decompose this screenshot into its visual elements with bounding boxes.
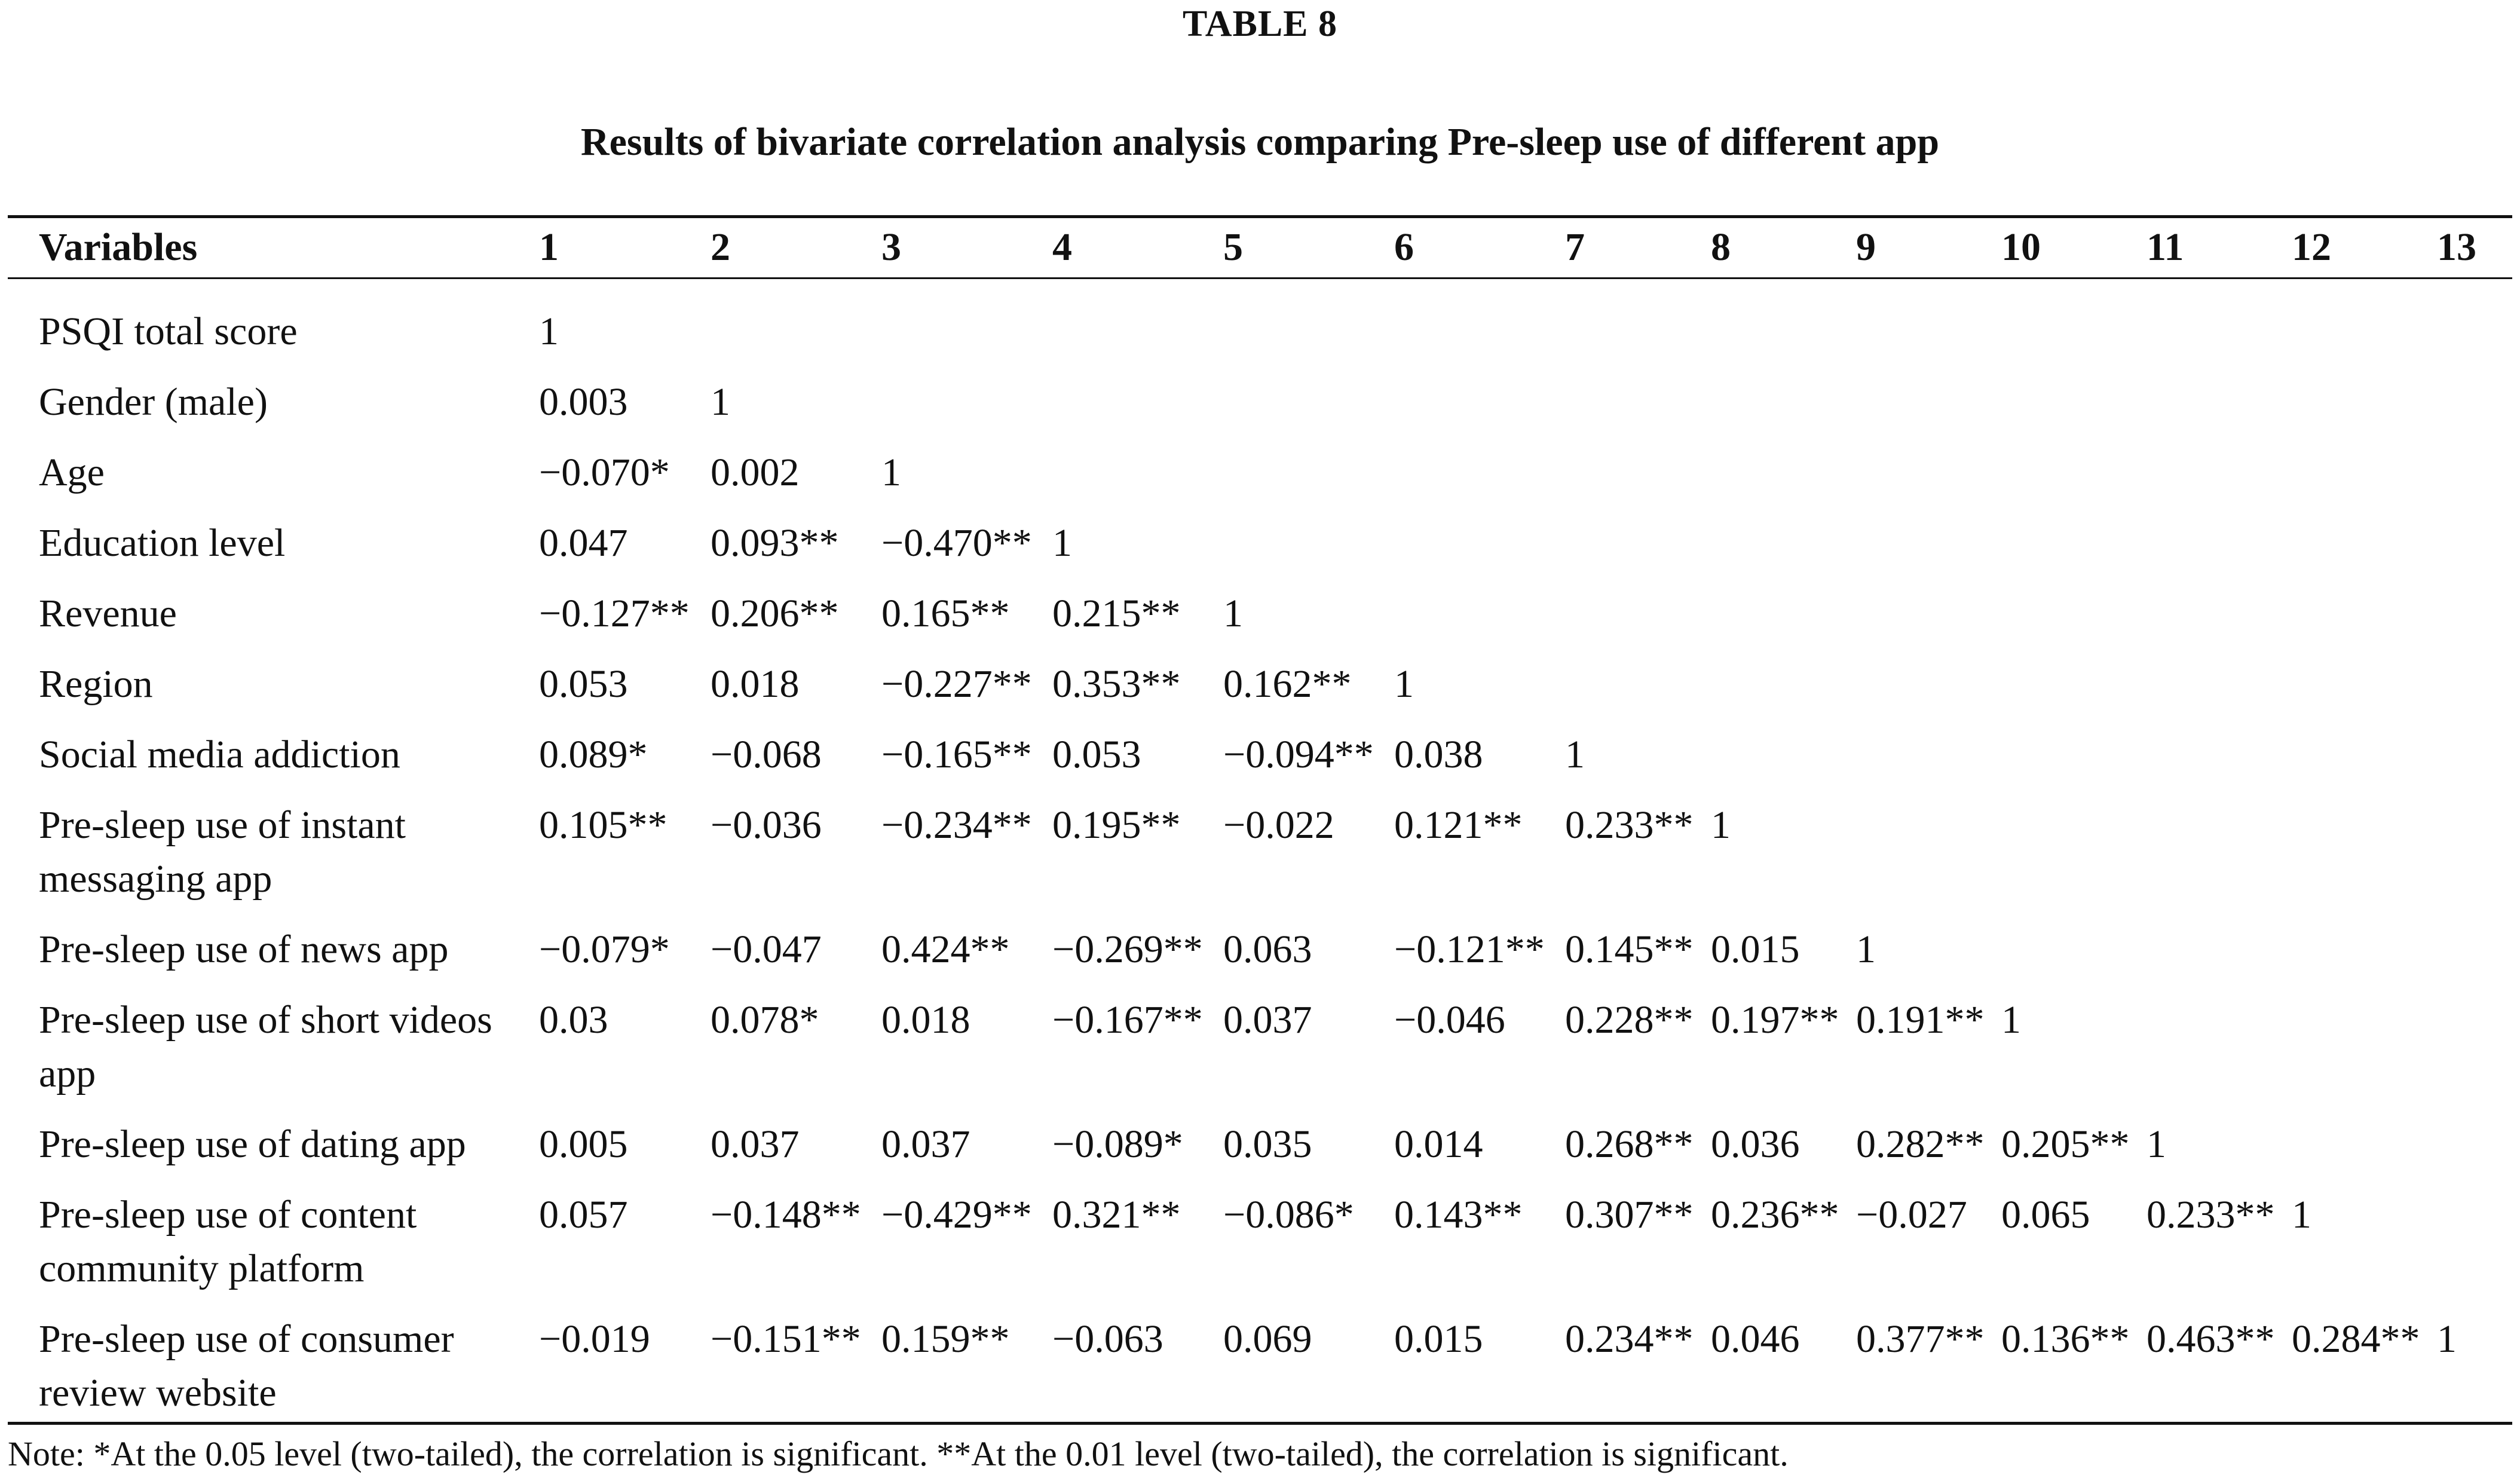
correlation-cell	[2147, 923, 2292, 993]
correlation-cell: 0.321**	[1052, 1193, 1181, 1237]
correlation-cell	[2292, 728, 2437, 798]
correlation-cell	[2147, 728, 2292, 798]
correlation-cell	[1394, 279, 1565, 375]
correlation-cell: −0.063	[1052, 1317, 1163, 1361]
correlation-cell: −0.165**	[881, 733, 1032, 776]
table-row	[8, 516, 2520, 587]
correlation-cell: 0.195**	[1052, 803, 1181, 847]
correlation-cell: −0.022	[1223, 803, 1334, 847]
correlation-cell: −0.027	[1856, 1193, 1967, 1237]
correlation-cell: 0.284**	[2292, 1317, 2420, 1361]
correlation-cell: 1	[2001, 998, 2021, 1042]
variable-label: Gender (male)	[39, 380, 268, 424]
correlation-cell: 0.268**	[1565, 1122, 1694, 1166]
correlation-cell: 0.035	[1223, 1122, 1312, 1166]
correlation-cell: 0.063	[1223, 928, 1312, 971]
correlation-cell	[1565, 279, 1711, 375]
correlation-cell	[2437, 798, 2520, 923]
correlation-cell: 0.03	[539, 998, 608, 1042]
variable-label: Pre-sleep use of short videos app	[39, 998, 492, 1095]
correlation-cell: 0.003	[539, 380, 628, 424]
correlation-cell	[1565, 516, 1711, 587]
table-row	[8, 446, 2520, 516]
correlation-cell: −0.089*	[1052, 1122, 1183, 1166]
correlation-cell	[2147, 279, 2292, 375]
correlation-cell	[2292, 923, 2437, 993]
correlation-cell: 0.069	[1223, 1317, 1312, 1361]
correlation-cell	[1394, 375, 1565, 446]
column-header: 2	[711, 225, 730, 269]
correlation-cell	[2292, 1118, 2437, 1188]
correlation-cell: 0.377**	[1856, 1317, 1985, 1361]
correlation-cell	[1711, 587, 1856, 657]
correlation-cell	[2292, 993, 2437, 1118]
correlation-cell	[2001, 279, 2147, 375]
correlation-cell	[2147, 446, 2292, 516]
correlation-cell	[1223, 516, 1394, 587]
correlation-cell: 0.002	[711, 451, 800, 494]
correlation-cell	[2292, 657, 2437, 728]
correlation-cell: −0.234**	[881, 803, 1032, 847]
table-caption: Results of bivariate correlation analysis comparing Pre-sleep use of different app	[580, 120, 1940, 164]
correlation-cell	[1711, 516, 1856, 587]
correlation-cell	[2292, 798, 2437, 923]
correlation-cell	[1223, 279, 1394, 375]
correlation-cell: 0.205**	[2001, 1122, 2130, 1166]
variable-label: Pre-sleep use of dating app	[39, 1122, 466, 1166]
correlation-cell: 0.233**	[1565, 803, 1694, 847]
correlation-cell	[1565, 657, 1711, 728]
column-header: 3	[881, 225, 901, 269]
correlation-cell	[2292, 516, 2437, 587]
variable-label: Revenue	[39, 592, 177, 635]
table-row	[8, 587, 2520, 657]
variable-label: Pre-sleep use of instant messaging app	[39, 803, 406, 901]
correlation-cell: 0.015	[1711, 928, 1800, 971]
correlation-cell: −0.070*	[539, 451, 670, 494]
correlation-cell: 0.078*	[711, 998, 819, 1042]
correlation-cell: 0.018	[711, 662, 800, 706]
table-row	[8, 728, 2520, 798]
column-header: 7	[1565, 225, 1585, 269]
column-header: 10	[2001, 225, 2041, 269]
correlation-cell	[2437, 1188, 2520, 1312]
correlation-cell	[2437, 587, 2520, 657]
correlation-cell	[881, 279, 1052, 375]
correlation-cell	[1394, 587, 1565, 657]
correlation-cell: 1	[1856, 928, 1876, 971]
correlation-cell: 0.463**	[2147, 1317, 2275, 1361]
table-row	[8, 923, 2520, 993]
correlation-cell	[1711, 728, 1856, 798]
correlation-cell	[2001, 728, 2147, 798]
correlation-cell	[1052, 279, 1223, 375]
correlation-table	[8, 216, 2520, 1437]
column-header: 4	[1052, 225, 1072, 269]
correlation-cell: −0.127**	[539, 592, 690, 635]
correlation-cell	[1856, 375, 2001, 446]
correlation-cell: −0.036	[711, 803, 822, 847]
correlation-cell	[2292, 279, 2437, 375]
correlation-cell: 0.015	[1394, 1317, 1483, 1361]
correlation-cell	[1856, 657, 2001, 728]
correlation-cell	[881, 375, 1052, 446]
correlation-cell	[1856, 446, 2001, 516]
correlation-cell: 0.197**	[1711, 998, 1839, 1042]
column-header: 8	[1711, 225, 1731, 269]
correlation-cell: 0.159**	[881, 1317, 1010, 1361]
table-row	[8, 1312, 2520, 1437]
column-header: 6	[1394, 225, 1414, 269]
correlation-cell: 0.036	[1711, 1122, 1800, 1166]
correlation-cell	[1565, 375, 1711, 446]
table-row	[8, 1188, 2520, 1312]
correlation-cell: 0.143**	[1394, 1193, 1523, 1237]
correlation-cell: −0.269**	[1052, 928, 1203, 971]
correlation-cell: −0.068	[711, 733, 822, 776]
correlation-cell	[2437, 923, 2520, 993]
correlation-cell	[1394, 446, 1565, 516]
correlation-cell	[2437, 1118, 2520, 1188]
column-header: 1	[539, 225, 559, 269]
correlation-cell: −0.148**	[711, 1193, 861, 1237]
column-header-variables: Variables	[39, 225, 198, 269]
correlation-cell	[1711, 279, 1856, 375]
correlation-cell: 0.014	[1394, 1122, 1483, 1166]
correlation-cell: −0.121**	[1394, 928, 1545, 971]
correlation-cell: 0.057	[539, 1193, 628, 1237]
correlation-cell	[2147, 798, 2292, 923]
correlation-cell: 0.093**	[711, 521, 839, 565]
correlation-cell: 1	[539, 310, 559, 353]
correlation-cell	[1711, 657, 1856, 728]
correlation-cell: 1	[1565, 733, 1585, 776]
correlation-cell: 0.037	[881, 1122, 970, 1166]
correlation-cell	[2001, 798, 2147, 923]
correlation-cell: 0.145**	[1565, 928, 1694, 971]
correlation-cell: 0.307**	[1565, 1193, 1694, 1237]
correlation-cell	[1052, 375, 1223, 446]
correlation-cell: 0.206**	[711, 592, 839, 635]
correlation-cell	[2437, 657, 2520, 728]
correlation-cell	[1223, 446, 1394, 516]
correlation-cell	[2001, 587, 2147, 657]
correlation-cell: 1	[2292, 1193, 2311, 1237]
correlation-cell: 0.005	[539, 1122, 628, 1166]
correlation-cell	[2437, 279, 2520, 375]
column-header: 9	[1856, 225, 1876, 269]
table-row	[8, 993, 2520, 1118]
correlation-cell	[2147, 375, 2292, 446]
correlation-cell: 0.215**	[1052, 592, 1181, 635]
correlation-cell: −0.079*	[539, 928, 670, 971]
correlation-cell	[2147, 516, 2292, 587]
correlation-cell: 1	[1223, 592, 1243, 635]
variable-label: Pre-sleep use of content community platform	[39, 1193, 417, 1290]
correlation-cell: 0.018	[881, 998, 970, 1042]
correlation-cell	[1565, 587, 1711, 657]
correlation-cell: 1	[1052, 521, 1072, 565]
correlation-cell: 0.236**	[1711, 1193, 1839, 1237]
correlation-cell: −0.429**	[881, 1193, 1032, 1237]
variable-label: Pre-sleep use of consumer review website	[39, 1317, 454, 1415]
correlation-cell: 0.065	[2001, 1193, 2090, 1237]
correlation-cell	[2437, 516, 2520, 587]
correlation-cell: 0.047	[539, 521, 628, 565]
correlation-cell: 0.053	[539, 662, 628, 706]
correlation-cell: 1	[2437, 1317, 2457, 1361]
correlation-cell	[1394, 516, 1565, 587]
correlation-cell	[2147, 587, 2292, 657]
correlation-cell: −0.019	[539, 1317, 650, 1361]
correlation-cell	[1856, 798, 2001, 923]
correlation-cell	[1565, 446, 1711, 516]
correlation-cell	[2147, 993, 2292, 1118]
correlation-cell: 1	[881, 451, 901, 494]
correlation-cell	[1711, 446, 1856, 516]
header-row	[8, 216, 2520, 279]
correlation-cell	[2292, 446, 2437, 516]
correlation-cell: 1	[711, 380, 730, 424]
correlation-cell	[2001, 446, 2147, 516]
correlation-cell	[1223, 375, 1394, 446]
correlation-cell: 0.105**	[539, 803, 667, 847]
table-row	[8, 657, 2520, 728]
correlation-cell	[2001, 657, 2147, 728]
column-header: 13	[2437, 225, 2476, 269]
correlation-cell	[2147, 657, 2292, 728]
table-row	[8, 1118, 2520, 1188]
correlation-cell: −0.227**	[881, 662, 1032, 706]
correlation-cell	[2437, 728, 2520, 798]
variable-label: Education level	[39, 521, 286, 565]
correlation-cell	[1856, 587, 2001, 657]
variable-label: PSQI total score	[39, 310, 298, 353]
correlation-cell: 0.282**	[1856, 1122, 1985, 1166]
correlation-cell: 0.089*	[539, 733, 648, 776]
table-body	[8, 279, 2520, 1437]
correlation-cell: 0.037	[711, 1122, 800, 1166]
correlation-cell: −0.151**	[711, 1317, 861, 1361]
correlation-cell	[2292, 375, 2437, 446]
correlation-cell: 0.038	[1394, 733, 1483, 776]
correlation-cell: 0.233**	[2147, 1193, 2275, 1237]
correlation-cell	[1856, 728, 2001, 798]
correlation-cell: 0.121**	[1394, 803, 1523, 847]
correlation-cell: 0.053	[1052, 733, 1141, 776]
correlation-cell	[2001, 516, 2147, 587]
correlation-cell: 0.046	[1711, 1317, 1800, 1361]
correlation-cell	[2001, 375, 2147, 446]
table-row	[8, 798, 2520, 923]
column-header: 5	[1223, 225, 1243, 269]
correlation-cell	[711, 279, 881, 375]
variable-label: Pre-sleep use of news app	[39, 928, 449, 971]
correlation-cell: 1	[1711, 803, 1731, 847]
correlation-cell: −0.167**	[1052, 998, 1203, 1042]
table-row	[8, 375, 2520, 446]
correlation-cell	[2437, 993, 2520, 1118]
correlation-cell: −0.094**	[1223, 733, 1374, 776]
table-note: Note: *At the 0.05 level (two-tailed), the correlation is significant. **At the 0.01 level (two-tailed), the correlation is significant.	[8, 1434, 1789, 1473]
correlation-cell: 0.353**	[1052, 662, 1181, 706]
correlation-cell	[2292, 587, 2437, 657]
correlation-cell: 1	[1394, 662, 1414, 706]
column-header: 11	[2147, 225, 2184, 269]
correlation-cell: −0.047	[711, 928, 822, 971]
table-row	[8, 279, 2520, 375]
variable-label: Social media addiction	[39, 733, 400, 776]
correlation-cell: 0.424**	[881, 928, 1010, 971]
correlation-cell	[2437, 375, 2520, 446]
correlation-cell: 0.228**	[1565, 998, 1694, 1042]
column-header: 12	[2292, 225, 2331, 269]
correlation-cell: 0.162**	[1223, 662, 1352, 706]
variable-label: Age	[39, 451, 105, 494]
correlation-cell	[1856, 516, 2001, 587]
correlation-cell: 0.037	[1223, 998, 1312, 1042]
correlation-cell	[1052, 446, 1223, 516]
correlation-cell	[1711, 375, 1856, 446]
correlation-cell: −0.046	[1394, 998, 1505, 1042]
correlation-cell: 0.234**	[1565, 1317, 1694, 1361]
correlation-cell	[2437, 446, 2520, 516]
correlation-cell: 0.191**	[1856, 998, 1985, 1042]
correlation-cell	[2001, 923, 2147, 993]
variable-label: Region	[39, 662, 153, 706]
correlation-cell: 1	[2147, 1122, 2166, 1166]
correlation-cell: −0.086*	[1223, 1193, 1354, 1237]
table-number: TABLE 8	[1182, 4, 1338, 44]
correlation-cell: 0.136**	[2001, 1317, 2130, 1361]
correlation-cell: 0.165**	[881, 592, 1010, 635]
correlation-cell: −0.470**	[881, 521, 1032, 565]
correlation-cell	[1856, 279, 2001, 375]
